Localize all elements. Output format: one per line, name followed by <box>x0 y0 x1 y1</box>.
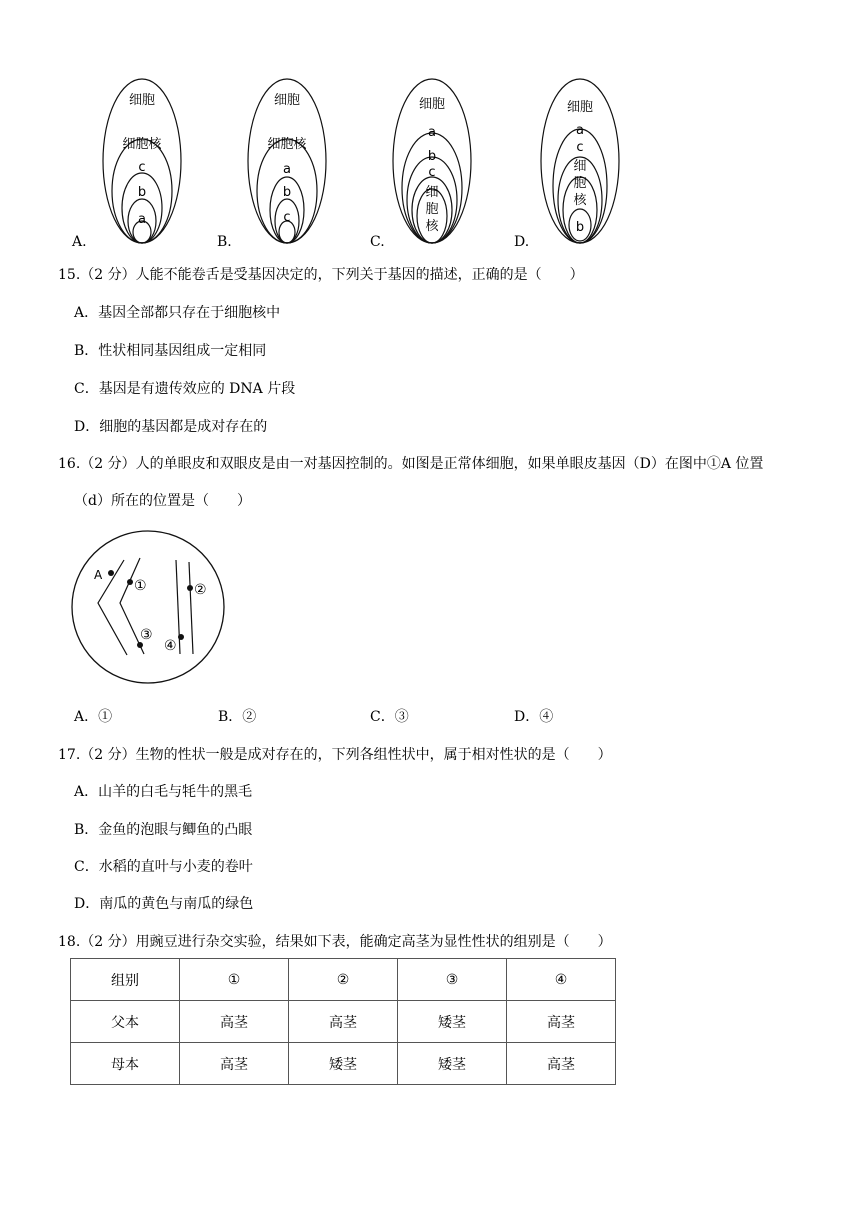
q15-option-b[interactable]: B．性状相同基因组成一定相同 <box>74 343 267 359</box>
table-cell: 组别 <box>71 959 180 1001</box>
table-cell: ② <box>289 959 398 1001</box>
diagram-label: b <box>575 220 585 235</box>
diagram-label: 细胞核 <box>122 137 162 152</box>
q16-option-c[interactable]: C．③ <box>370 709 409 725</box>
diagram-option-b: B. <box>217 234 232 250</box>
table-cell: 高茎 <box>507 1001 616 1043</box>
cross-results-table <box>70 958 616 1085</box>
diagram-label: 胞 <box>573 176 587 191</box>
diagram-label: 胞 <box>425 202 439 217</box>
diagram-label: 核 <box>425 219 439 234</box>
q16-stem-line1: 16.（2 分）人的单眼皮和双眼皮是由一对基因控制的。如图是正常体细胞，如果单眼皮基因（D）在图中①A 位置 <box>58 456 764 472</box>
q16-option-a[interactable]: A．① <box>74 709 113 725</box>
table-row <box>71 1043 616 1085</box>
table-cell: 母本 <box>71 1043 180 1085</box>
table-cell: 高茎 <box>180 1043 289 1085</box>
diagram-label: a <box>576 123 584 138</box>
diagram-label: 细 <box>573 159 587 174</box>
diagram-label: 核 <box>573 193 587 208</box>
q17-option-d[interactable]: D．南瓜的黄色与南瓜的绿色 <box>74 896 254 912</box>
q16-stem-line2: （d）所在的位置是（ ） <box>74 493 251 509</box>
table-cell: ④ <box>507 959 616 1001</box>
table-cell: 高茎 <box>507 1043 616 1085</box>
q15-stem: 15.（2 分）人能不能卷舌是受基因决定的，下列关于基因的描述，正确的是（ ） <box>58 267 584 283</box>
diagram-label: 细 <box>425 185 439 200</box>
diagram-label: b <box>137 185 147 200</box>
diagram-label: a <box>138 212 146 227</box>
figure-label-3: ③ <box>140 627 153 643</box>
q17-option-c[interactable]: C．水稻的直叶与小麦的卷叶 <box>74 859 253 875</box>
q15-option-d[interactable]: D．细胞的基因都是成对存在的 <box>74 419 268 435</box>
figure-label-4: ④ <box>164 638 177 654</box>
q16-option-b[interactable]: B．② <box>218 709 257 725</box>
q16-option-d[interactable]: D．④ <box>514 709 554 725</box>
diagram-option-c: C. <box>370 234 385 250</box>
table-cell: 父本 <box>71 1001 180 1043</box>
table-row <box>71 959 616 1001</box>
diagram-label: c <box>576 140 584 155</box>
table-row <box>71 1001 616 1043</box>
table-cell: 高茎 <box>180 1001 289 1043</box>
figure-label-2: ② <box>194 582 207 598</box>
table-cell: 矮茎 <box>398 1001 507 1043</box>
diagram-b <box>245 78 335 248</box>
table-cell: 矮茎 <box>398 1043 507 1085</box>
q17-option-b[interactable]: B．金鱼的泡眼与鲫鱼的凸眼 <box>74 822 253 838</box>
diagram-option-d: D. <box>514 234 530 250</box>
q15-option-a[interactable]: A．基因全部都只存在于细胞核中 <box>74 305 281 321</box>
table-cell: 高茎 <box>289 1001 398 1043</box>
diagram-d <box>538 78 628 248</box>
diagram-label: 细胞 <box>566 100 594 115</box>
diagram-label: c <box>428 165 436 180</box>
diagram-a <box>100 78 190 248</box>
chromosome-figure <box>70 528 230 688</box>
q17-stem: 17.（2 分）生物的性状一般是成对存在的，下列各组性状中，属于相对性状的是（ ） <box>58 747 612 763</box>
diagram-label: b <box>427 149 437 164</box>
diagram-label: c <box>283 210 291 225</box>
table-cell: ③ <box>398 959 507 1001</box>
diagram-c <box>390 78 480 248</box>
diagram-option-a: A. <box>72 234 87 250</box>
diagram-label: a <box>428 125 436 140</box>
diagram-label: 细胞 <box>273 93 301 108</box>
diagram-label: 细胞核 <box>267 137 307 152</box>
diagram-label: b <box>282 185 292 200</box>
diagram-label: a <box>283 162 291 177</box>
q18-stem: 18.（2 分）用豌豆进行杂交实验，结果如下表，能确定高茎为显性性状的组别是（ ） <box>58 934 612 950</box>
table-cell: 矮茎 <box>289 1043 398 1085</box>
table-cell: ① <box>180 959 289 1001</box>
q15-option-c[interactable]: C．基因是有遗传效应的 DNA 片段 <box>74 381 296 397</box>
diagram-label: 细胞 <box>128 93 156 108</box>
diagram-label: c <box>138 160 146 175</box>
diagram-label: 细胞 <box>418 97 446 112</box>
figure-label-a: A <box>94 568 103 582</box>
figure-label-1: ① <box>134 578 147 594</box>
q17-option-a[interactable]: A．山羊的白毛与牦牛的黑毛 <box>74 784 253 800</box>
